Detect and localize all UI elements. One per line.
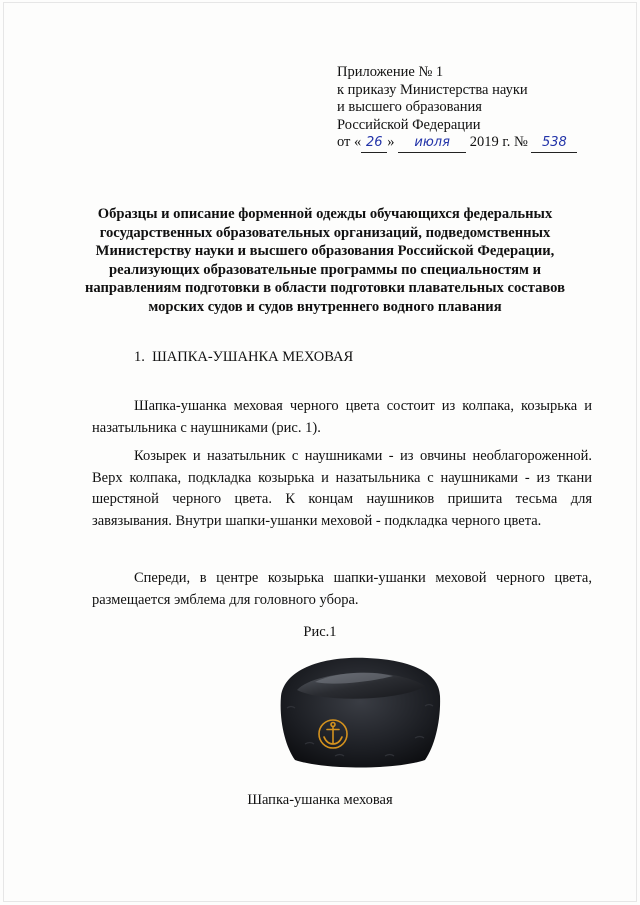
appendix-header <box>337 64 577 153</box>
handwritten-day: 26 <box>361 134 387 153</box>
date-day-close: » <box>387 134 395 150</box>
fur-hat-anchor-icon <box>275 648 445 773</box>
appendix-line-3: и высшего образования <box>337 99 482 115</box>
paragraph-3: Спереди, в центре козырька шапки-ушанки меховой черного цвета, размещается эмблема для головного убора. <box>92 570 592 608</box>
fur-hat-photo <box>275 648 445 773</box>
appendix-line-2: к приказу Министерства науки <box>337 81 528 98</box>
appendix-line-4: Российской Федерации <box>337 116 481 133</box>
document-title: Образцы и описание форменной одежды обучающихся федеральных государственных образовательных организаций, подведомственных Министерству науки и высшего образования Российской Федерации, реализующих образовательные программы по специальностям и направлениям подготовки в области подготовки плавательных составов морских судов и судов внутреннего водного плавания <box>84 206 565 315</box>
appendix-date-line <box>337 134 577 153</box>
handwritten-order-number: 538 <box>531 134 577 153</box>
handwritten-month: июля <box>398 134 466 153</box>
section-title: ШАПКА-УШАНКА МЕХОВАЯ <box>152 349 354 365</box>
date-prefix: от « <box>337 134 362 150</box>
paragraph-2: Козырек и назатыльник с наушниками - из овчины необлагороженной. Верх колпака, подкладка козырька и назатыльника с наушниками - из ткани шерстяной черного цвета. К концам наушников пришита тесьма для завязывания. Внутри шапки-ушанки меховой - подкладка черного цвета. <box>92 448 592 529</box>
date-year: 2019 г. № <box>469 134 528 150</box>
paragraph-1: Шапка-ушанка меховая черного цвета состоит из колпака, козырька и назатыльника с наушниками (рис. 1). <box>92 398 592 436</box>
figure-caption: Шапка-ушанка меховая <box>247 792 393 808</box>
section-heading <box>134 349 353 366</box>
section-number: 1. <box>134 349 145 365</box>
figure-label: Рис.1 <box>303 624 337 640</box>
appendix-line-1: Приложение № 1 <box>337 64 444 80</box>
